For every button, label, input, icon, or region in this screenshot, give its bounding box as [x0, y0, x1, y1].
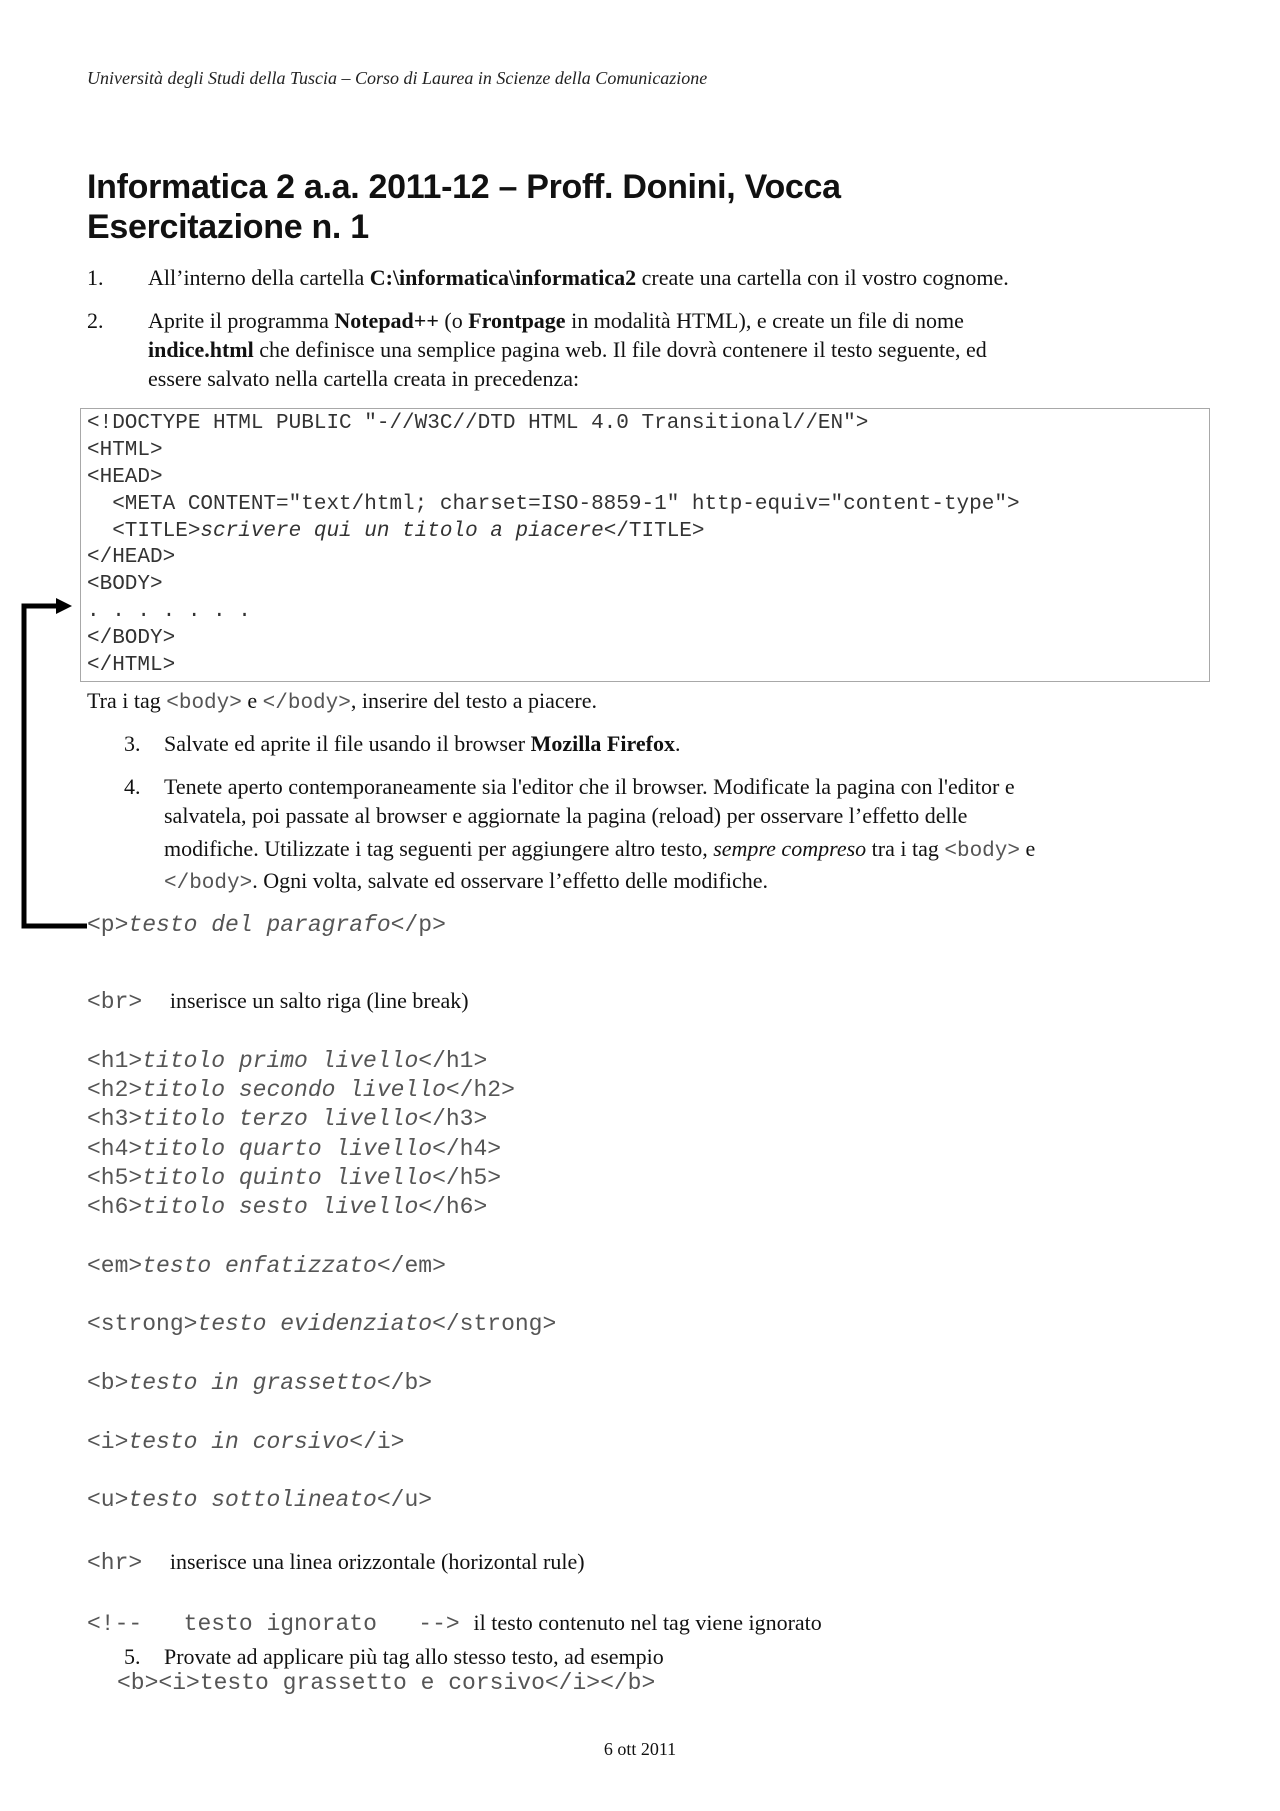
tag-b-open: <b>	[87, 1370, 129, 1396]
step-4-l3a: modifiche. Utilizzate i tag seguenti per aggiungere altro testo,	[164, 836, 714, 861]
step-4-emphasis: sempre compreso	[713, 836, 867, 861]
code-line-head: <HEAD>	[87, 466, 163, 489]
step-4-body-open: <body>	[944, 840, 1020, 863]
step-4-l3d: e	[1019, 836, 1036, 861]
step-2-notepad: Notepad++	[334, 308, 439, 333]
tag-u-close: </u>	[376, 1487, 433, 1513]
between-t1: Tra i tag	[87, 688, 167, 713]
tag-hr: <hr>	[87, 1550, 143, 1576]
step-2-frontpage: Frontpage	[468, 308, 566, 333]
tag-p-open: <p>	[87, 912, 129, 938]
code-title-open: <TITLE>	[87, 520, 201, 543]
step-3-number: 3.	[124, 731, 141, 756]
step-3-text	[164, 729, 680, 758]
between-t3: , inserire del testo a piacere.	[350, 688, 598, 713]
step-4-number: 4.	[124, 774, 141, 799]
between-body-open: <body>	[166, 692, 242, 715]
tag-em-open: <em>	[87, 1253, 143, 1279]
code-block-frame	[80, 408, 1210, 682]
step-5-text: Provate ad applicare più tag allo stesso testo, ad esempio	[164, 1644, 664, 1669]
tag-h4-example	[87, 1136, 501, 1162]
tag-hr-desc: inserisce una linea orizzontale (horizontal rule)	[169, 1549, 585, 1574]
tag-h3-close: </h3>	[418, 1106, 488, 1132]
tag-b-text: testo in grassetto	[128, 1370, 377, 1396]
tag-u-text: testo sottolineato	[128, 1487, 377, 1513]
step-1-path: C:\informatica\informatica2	[369, 265, 637, 290]
tag-strong-close: </strong>	[432, 1311, 557, 1337]
tag-br-example	[87, 988, 469, 1015]
tag-h5-close: </h5>	[432, 1165, 502, 1191]
tag-i-close: </i>	[349, 1429, 405, 1455]
tag-h2-text: titolo secondo livello	[142, 1077, 446, 1103]
tag-strong-text: testo evidenziato	[197, 1311, 433, 1337]
tag-h3-example	[87, 1106, 487, 1132]
step-2-t2: (o	[438, 308, 469, 333]
step-2-line-3: essere salvato nella cartella creata in precedenza:	[148, 366, 580, 391]
code-line-title	[87, 520, 705, 543]
code-line-body-close: </BODY>	[87, 627, 176, 650]
tag-h4-open: <h4>	[87, 1136, 143, 1162]
step-4-l4: . Ogni volta, salvate ed osservare l’effetto delle modifiche.	[252, 868, 769, 893]
step-2-t1: Aprite il programma	[148, 308, 335, 333]
tag-b-example	[87, 1370, 432, 1396]
tag-comment-desc: il testo contenuto nel tag viene ignorato	[473, 1610, 822, 1635]
tag-p-close: </p>	[390, 912, 446, 938]
tag-b-close: </b>	[376, 1370, 433, 1396]
step-1-post: create una cartella con il vostro cognome.	[636, 265, 1009, 290]
step-2-t4: che definisce una semplice pagina web. Il file dovrà contenere il testo seguente, ed	[253, 337, 987, 362]
tag-h2-example	[87, 1077, 515, 1103]
tag-h5-open: <h5>	[87, 1165, 143, 1191]
tag-h2-close: </h2>	[445, 1077, 515, 1103]
running-header: Università degli Studi della Tuscia – Corso di Laurea in Scienze della Comunicazione	[87, 68, 708, 88]
step-1-pre: All’interno della cartella	[148, 265, 370, 290]
tag-em-close: </em>	[376, 1253, 446, 1279]
tag-i-text: testo in corsivo	[128, 1429, 350, 1455]
tag-h1-example	[87, 1048, 487, 1074]
tag-hr-example	[87, 1549, 585, 1576]
tag-h2-open: <h2>	[87, 1077, 143, 1103]
tag-em-text: testo enfatizzato	[142, 1253, 377, 1279]
step-4-line-4	[164, 866, 768, 898]
tag-i-open: <i>	[87, 1429, 129, 1455]
code-line-body: <BODY>	[87, 573, 163, 596]
tag-strong-open: <strong>	[87, 1311, 198, 1337]
step-2-number: 2.	[87, 308, 104, 333]
document-title: Informatica 2 a.a. 2011-12 – Proff. Donini, Vocca	[87, 168, 841, 206]
between-body-close: </body>	[262, 692, 351, 715]
code-title-close: </TITLE>	[603, 520, 705, 543]
tag-comment-example	[87, 1610, 822, 1637]
step-4-line-2: salvatela, poi passate al browser e aggiornate la pagina (reload) per osservare l’effetto delle	[164, 803, 968, 828]
page-footer-date: 6 ott 2011	[603, 1739, 677, 1759]
tag-u-example	[87, 1487, 432, 1513]
between-t2: e	[241, 688, 263, 713]
step-4-body-close: </body>	[164, 872, 253, 895]
code-title-text: scrivere qui un titolo a piacere	[200, 520, 604, 543]
step-4-line-3	[164, 834, 1035, 866]
between-tags-note	[87, 686, 597, 718]
tag-h5-text: titolo quinto livello	[142, 1165, 433, 1191]
tag-strong-example	[87, 1311, 556, 1337]
tag-h4-close: </h4>	[432, 1136, 502, 1162]
code-line-doctype: <!DOCTYPE HTML PUBLIC "-//W3C//DTD HTML 4.0 Transitional//EN">	[87, 412, 869, 435]
step-3-browser: Mozilla Firefox	[530, 731, 675, 756]
tag-i-example	[87, 1429, 404, 1455]
step-3-t1: Salvate ed aprite il file usando il browser	[164, 731, 531, 756]
document-subtitle: Esercitazione n. 1	[87, 208, 369, 246]
code-line-html: <HTML>	[87, 439, 163, 462]
tag-h1-open: <h1>	[87, 1048, 143, 1074]
step-4-line-1: Tenete aperto contemporaneamente sia l'editor che il browser. Modificate la pagina con l'editor e	[164, 774, 1015, 799]
tag-p-text: testo del paragrafo	[128, 912, 391, 938]
tag-h1-text: titolo primo livello	[142, 1048, 419, 1074]
code-line-head-close: </HEAD>	[87, 546, 176, 569]
tag-h6-close: </h6>	[418, 1194, 488, 1220]
code-line-meta: <META CONTENT="text/html; charset=ISO-8859-1" http-equiv="content-type">	[87, 493, 1020, 516]
tag-br-desc: inserisce un salto riga (line break)	[169, 988, 469, 1013]
code-line-dots: . . . . . . .	[87, 600, 251, 623]
step-2-t3: in modalità HTML), e create un file di nome	[565, 308, 964, 333]
tag-h3-text: titolo terzo livello	[142, 1106, 419, 1132]
step-4-l3b: tra i tag	[866, 836, 945, 861]
bracket-arrow-icon	[0, 0, 120, 940]
tag-h6-open: <h6>	[87, 1194, 143, 1220]
step-2-line-1	[148, 306, 964, 335]
step-3-t2: .	[674, 731, 681, 756]
tag-h4-text: titolo quarto livello	[142, 1136, 433, 1162]
tag-u-open: <u>	[87, 1487, 129, 1513]
tag-comment-open: <!--	[87, 1611, 143, 1637]
step-1-number: 1.	[87, 265, 104, 290]
step-1-text	[148, 263, 1009, 292]
tag-p-example	[87, 912, 446, 938]
tag-h5-example	[87, 1165, 501, 1191]
code-line-html-close: </HTML>	[87, 654, 176, 677]
tag-h3-open: <h3>	[87, 1106, 143, 1132]
tag-h6-example	[87, 1194, 487, 1220]
tag-h1-close: </h1>	[418, 1048, 488, 1074]
step-5-number: 5.	[124, 1644, 141, 1669]
tag-br: <br>	[87, 989, 143, 1015]
tag-h6-text: titolo sesto livello	[142, 1194, 419, 1220]
tag-comment-text: testo ignorato	[183, 1611, 377, 1637]
step-2-filename: indice.html	[148, 337, 254, 362]
tag-em-example	[87, 1253, 446, 1279]
step-2-line-2	[148, 335, 987, 364]
step-5-code-example: <b><i>testo grassetto e corsivo</i></b>	[117, 1670, 656, 1696]
tag-comment-close: -->	[418, 1611, 460, 1637]
